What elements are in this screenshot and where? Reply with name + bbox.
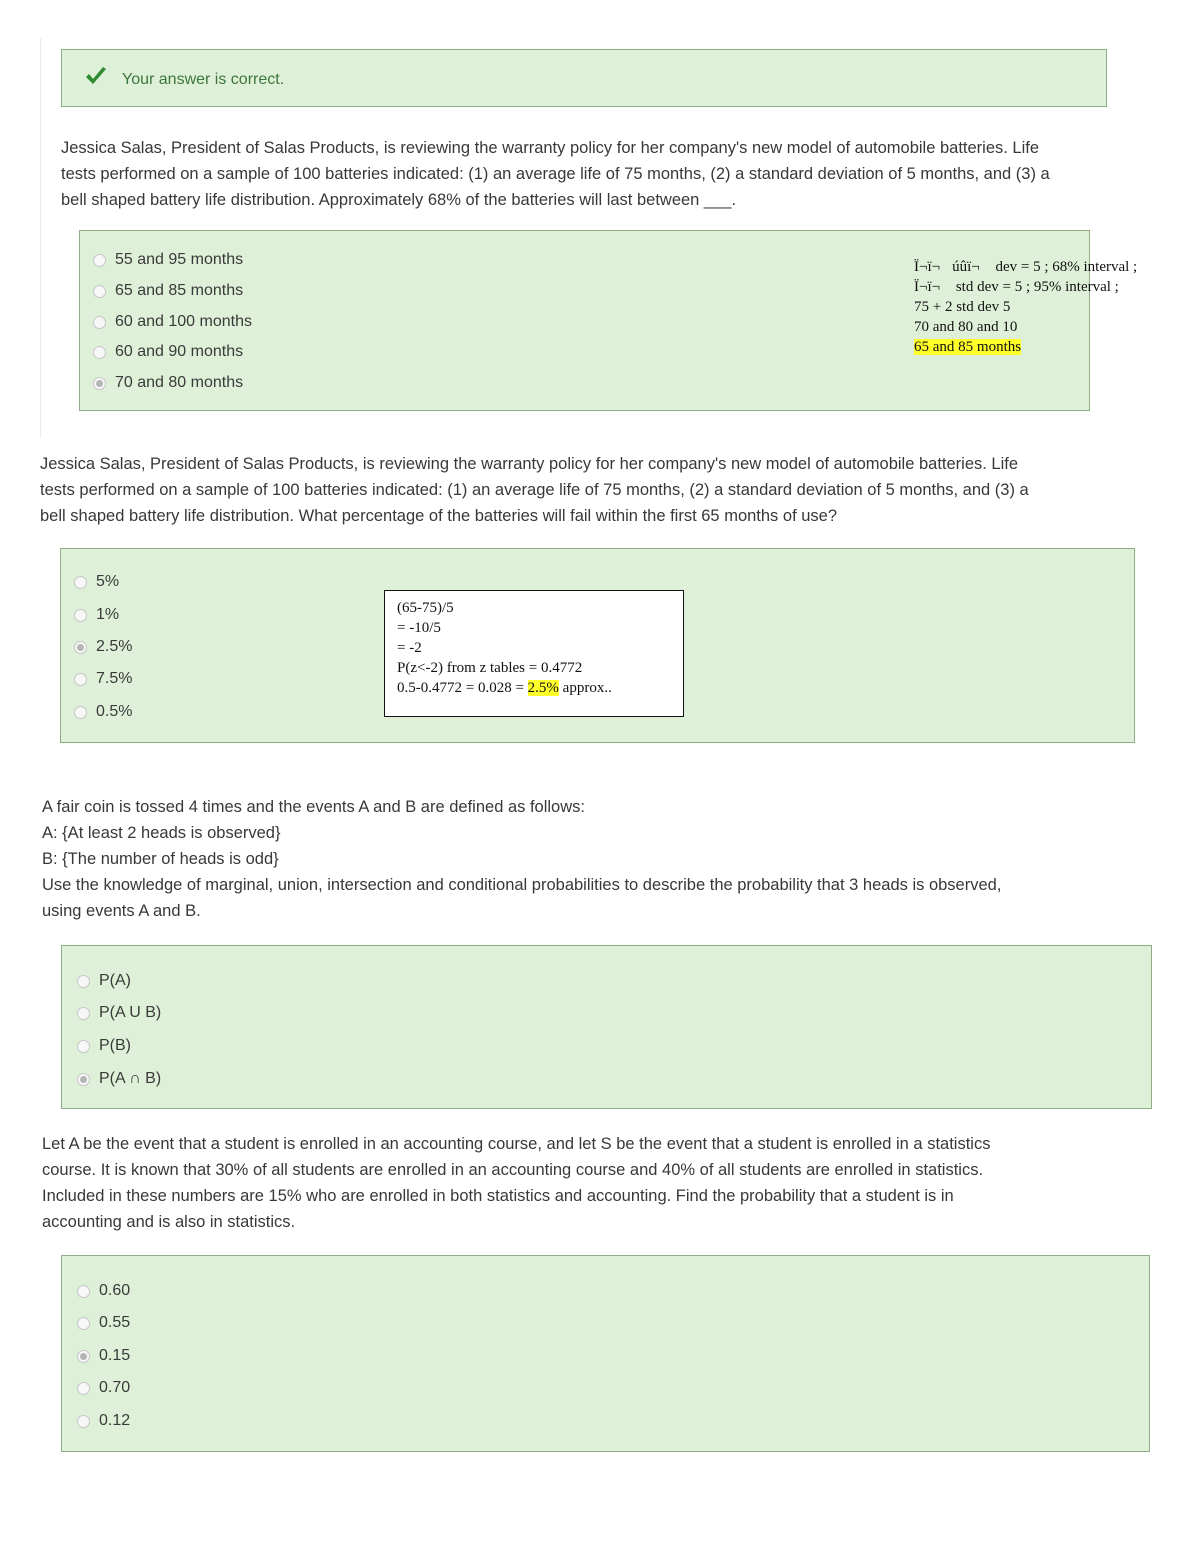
question-3-text: A fair coin is tossed 4 times and the events A and B are defined as follows: A: {At least 2 heads is observed} B: {The number of heads is odd} Use the knowledge of marginal, union, intersection and conditional probabilities to describe the probability that 3 heads is observed, using events A and B. [42,798,1002,920]
feedback-text: Your answer is correct. [122,71,285,88]
q2-option-2[interactable]: 1% [74,606,119,624]
radio-button[interactable] [93,285,106,298]
q3-option-3[interactable]: P(B) [77,1037,131,1055]
radio-button[interactable] [77,1382,90,1395]
q2-option-1[interactable]: 5% [74,573,119,591]
radio-button[interactable] [74,609,87,622]
q4-option-2[interactable]: 0.55 [77,1314,130,1332]
radio-button-selected[interactable] [77,1350,90,1363]
left-border-line [40,38,41,438]
question-4-answer-box [61,1255,1150,1452]
radio-button[interactable] [93,254,106,267]
calc-result-line: 0.5-0.4772 = 0.028 = 2.5% approx.. [397,680,612,696]
radio-button[interactable] [74,706,87,719]
q1-option-5[interactable]: 70 and 80 months [93,374,243,392]
radio-button[interactable] [77,1415,90,1428]
q3-option-1[interactable]: P(A) [77,972,131,990]
radio-button[interactable] [77,1040,90,1053]
radio-button[interactable] [93,316,106,329]
question-1-text: Jessica Salas, President of Salas Products, is reviewing the warranty policy for her company's new model of automobile batteries. Life tests performed on a sample of 100 batteries indicated: (1) an average life of 75 months, (2) a standard deviation of 5 months, and (3) a bell shaped battery life distribution. Approximately 68% of the batteries will last between ___. [61,139,1050,209]
radio-button-selected[interactable] [77,1073,90,1086]
q1-option-4[interactable]: 60 and 90 months [93,343,243,361]
q1-option-2[interactable]: 65 and 85 months [93,282,243,300]
q3-option-2[interactable]: P(A U B) [77,1004,161,1022]
q2-option-4[interactable]: 7.5% [74,670,132,688]
q2-calculation-note: (65-75)/5 = -10/5 = -2 P(z<-2) from z tables = 0.4772 0.5-0.4772 = 0.028 = 2.5% approx.. [384,590,684,717]
q4-option-4[interactable]: 0.70 [77,1379,130,1397]
radio-button-selected[interactable] [74,641,87,654]
radio-button[interactable] [93,346,106,359]
radio-button-selected[interactable] [93,377,106,390]
q4-option-3[interactable]: 0.15 [77,1347,130,1365]
radio-button[interactable] [77,1285,90,1298]
question-3-answer-box [61,945,1152,1109]
question-4-text: Let A be the event that a student is enrolled in an accounting course, and let S be the event that a student is enrolled in a statistics course. It is known that 30% of all students are enrolled in an accounting course and 40% of all students are enrolled in statistics. Included in these numbers are 15% who are enrolled in both statistics and accounting. Find the probability that a student is in accounting and is also in statistics. [42,1135,991,1231]
radio-button[interactable] [77,1317,90,1330]
radio-button[interactable] [74,576,87,589]
q1-annotation-note: Ï¬ï¬úûï¬ dev = 5 ; 68% interval ; Ï¬ï¬ std dev = 5 ; 95% interval ; 75 + 2 std dev 5 70 and 80 and 10 65 and 85 months [914,259,1138,355]
q1-option-1[interactable]: 55 and 95 months [93,251,243,269]
q3-option-4[interactable]: P(A ∩ B) [77,1070,161,1088]
checkmark-icon [84,64,108,88]
q2-option-3[interactable]: 2.5% [74,638,132,656]
radio-button[interactable] [74,673,87,686]
correct-feedback-banner [61,49,1107,107]
q4-option-1[interactable]: 0.60 [77,1282,130,1300]
q2-option-5[interactable]: 0.5% [74,703,132,721]
radio-button[interactable] [77,1007,90,1020]
question-2-text: Jessica Salas, President of Salas Products, is reviewing the warranty policy for her company's new model of automobile batteries. Life tests performed on a sample of 100 batteries indicated: (1) an average life of 75 months, (2) a standard deviation of 5 months, and (3) a bell shaped battery life distribution. What percentage of the batteries will fail within the first 65 months of use? [40,455,1029,525]
q1-option-3[interactable]: 60 and 100 months [93,313,252,331]
q4-option-5[interactable]: 0.12 [77,1412,130,1430]
radio-button[interactable] [77,975,90,988]
